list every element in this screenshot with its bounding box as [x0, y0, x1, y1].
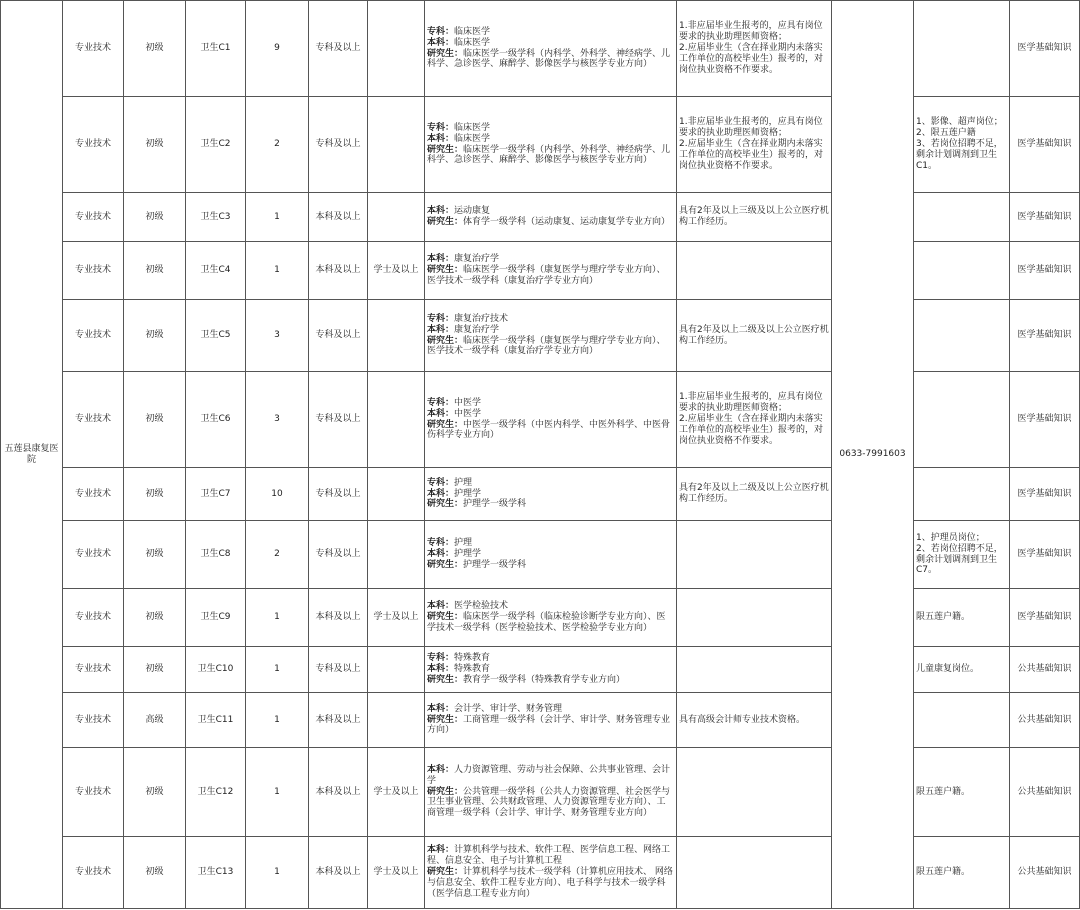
- requirement-cell: [677, 748, 832, 837]
- major-cell: [425, 837, 677, 909]
- major-text: 康复治疗学: [454, 254, 500, 265]
- code-cell: 卫生C5: [186, 300, 246, 372]
- major-line: [427, 27, 674, 38]
- major-level-label: 专科：: [427, 313, 455, 324]
- major-level-label: 研究生：: [427, 674, 464, 685]
- table-row: [1, 300, 1080, 372]
- education-cell: 专科及以上: [309, 1, 368, 97]
- major-line: [427, 489, 674, 500]
- major-level-label: 专科：: [427, 26, 455, 37]
- major-level-label: 研究生：: [427, 867, 464, 878]
- major-line: [427, 325, 674, 336]
- table-row: [1, 1, 1080, 97]
- remark-cell: 限五莲户籍。: [914, 837, 1010, 909]
- major-level-label: 本科：: [427, 601, 455, 612]
- major-text: 公共管理一级学科（公共人力资源管理、社会医学与卫生事业管理、公共财政管理、人力资源管理专业方向）、工商管理一级学科（会计学、审计学、财务管理专业方向）: [427, 786, 671, 819]
- education-cell: 本科及以上: [309, 589, 368, 647]
- education-cell: 本科及以上: [309, 693, 368, 748]
- remark-cell: [914, 372, 1010, 468]
- major-line: [427, 38, 674, 49]
- major-level-label: 专科：: [427, 538, 455, 549]
- unit-cell: 五莲县康复医院: [1, 1, 63, 909]
- major-line: [427, 560, 674, 571]
- degree-cell: [368, 372, 425, 468]
- count-cell: 9: [246, 1, 309, 97]
- major-cell: [425, 242, 677, 300]
- subject-cell: 医学基础知识: [1010, 97, 1080, 193]
- major-level-label: 本科：: [427, 764, 455, 775]
- remark-cell: 限五莲户籍。: [914, 748, 1010, 837]
- major-cell: [425, 521, 677, 589]
- major-line: [427, 612, 674, 634]
- count-cell: 10: [246, 468, 309, 521]
- major-text: 临床医学: [454, 37, 491, 48]
- degree-cell: [368, 1, 425, 97]
- major-text: 中医学: [454, 408, 482, 419]
- category-cell: 专业技术: [63, 468, 124, 521]
- major-text: 教育学一级学科（特殊教育学专业方向）: [463, 674, 626, 685]
- count-cell: 1: [246, 242, 309, 300]
- degree-cell: 学士及以上: [368, 748, 425, 837]
- degree-cell: [368, 468, 425, 521]
- code-cell: 卫生C1: [186, 1, 246, 97]
- remark-cell: [914, 193, 1010, 242]
- major-level-label: 专科：: [427, 397, 455, 408]
- level-cell: 初级: [124, 97, 186, 193]
- code-cell: 卫生C12: [186, 748, 246, 837]
- subject-cell: 医学基础知识: [1010, 300, 1080, 372]
- remark-cell: [914, 693, 1010, 748]
- level-cell: 初级: [124, 242, 186, 300]
- major-level-label: 本科：: [427, 549, 455, 560]
- education-cell: 本科及以上: [309, 837, 368, 909]
- code-cell: 卫生C9: [186, 589, 246, 647]
- education-cell: 专科及以上: [309, 468, 368, 521]
- major-line: [427, 134, 674, 145]
- major-line: [427, 49, 674, 71]
- count-cell: 1: [246, 748, 309, 837]
- count-cell: 1: [246, 647, 309, 693]
- major-line: [427, 265, 674, 287]
- major-cell: [425, 693, 677, 748]
- code-cell: 卫生C6: [186, 372, 246, 468]
- major-line: [427, 601, 674, 612]
- category-cell: 专业技术: [63, 748, 124, 837]
- level-cell: 初级: [124, 837, 186, 909]
- education-cell: 本科及以上: [309, 748, 368, 837]
- degree-cell: 学士及以上: [368, 837, 425, 909]
- major-level-label: 专科：: [427, 477, 455, 488]
- category-cell: 专业技术: [63, 837, 124, 909]
- level-cell: 初级: [124, 647, 186, 693]
- requirement-cell: 具有2年及以上二级及以上公立医疗机构工作经历。: [677, 300, 832, 372]
- major-text: 运动康复: [454, 206, 491, 217]
- degree-cell: [368, 193, 425, 242]
- education-cell: 本科及以上: [309, 193, 368, 242]
- major-level-label: 专科：: [427, 653, 455, 664]
- subject-cell: 公共基础知识: [1010, 693, 1080, 748]
- major-text: 临床医学: [454, 26, 491, 37]
- degree-cell: [368, 97, 425, 193]
- level-cell: 初级: [124, 300, 186, 372]
- major-level-label: 研究生：: [427, 612, 464, 623]
- code-cell: 卫生C11: [186, 693, 246, 748]
- degree-cell: [368, 693, 425, 748]
- remark-cell: 限五莲户籍。: [914, 589, 1010, 647]
- major-level-label: 研究生：: [427, 335, 464, 346]
- level-cell: 初级: [124, 589, 186, 647]
- major-line: [427, 254, 674, 265]
- requirement-cell: 1.非应届毕业生报考的，应具有岗位要求的执业助理医师资格； 2.应届毕业生（含在择业期内未落实工作单位的高校毕业生）报考的，对岗位执业资格不作要求。: [677, 1, 832, 97]
- major-cell: [425, 372, 677, 468]
- major-line: [427, 314, 674, 325]
- remark-cell: 1、护理员岗位； 2、若岗位招聘不足，剩余计划调剂到卫生C7。: [914, 521, 1010, 589]
- major-text: 临床医学一级学科（内科学、外科学、神经病学、儿科学、急诊医学、麻醉学、影像医学与核医学专业方向）: [427, 144, 671, 166]
- category-cell: 专业技术: [63, 242, 124, 300]
- count-cell: 1: [246, 589, 309, 647]
- major-line: [427, 715, 674, 737]
- code-cell: 卫生C10: [186, 647, 246, 693]
- remark-cell: [914, 468, 1010, 521]
- major-level-label: 本科：: [427, 845, 455, 856]
- major-text: 特殊教育: [454, 653, 491, 664]
- table-row: [1, 647, 1080, 693]
- major-cell: [425, 647, 677, 693]
- major-text: 特殊教育: [454, 664, 491, 675]
- major-text: 护理学一级学科: [463, 559, 527, 570]
- count-cell: 1: [246, 693, 309, 748]
- major-text: 医学检验技术: [454, 601, 509, 612]
- major-text: 工商管理一级学科（会计学、审计学、财务管理专业方向）: [427, 714, 671, 736]
- category-cell: 专业技术: [63, 693, 124, 748]
- major-line: [427, 549, 674, 560]
- major-level-label: 本科：: [427, 664, 455, 675]
- table-row: [1, 242, 1080, 300]
- major-text: 会计学、审计学、财务管理: [454, 703, 563, 714]
- table-row: [1, 521, 1080, 589]
- level-cell: 高级: [124, 693, 186, 748]
- level-cell: 初级: [124, 193, 186, 242]
- count-cell: 2: [246, 521, 309, 589]
- major-text: 护理: [454, 477, 473, 488]
- major-text: 临床医学一级学科（康复医学与理疗学专业方向）、医学技术一级学科（康复治疗学专业方向）: [427, 265, 666, 286]
- education-cell: 专科及以上: [309, 521, 368, 589]
- category-cell: 专业技术: [63, 97, 124, 193]
- subject-cell: 医学基础知识: [1010, 589, 1080, 647]
- major-text: 中医学一级学科（中医内科学、中医外科学、中医骨伤科学专业方向）: [427, 419, 671, 441]
- major-line: [427, 867, 674, 900]
- major-line: [427, 538, 674, 549]
- category-cell: 专业技术: [63, 647, 124, 693]
- remark-cell: [914, 300, 1010, 372]
- count-cell: 1: [246, 193, 309, 242]
- category-cell: 专业技术: [63, 372, 124, 468]
- major-line: [427, 206, 674, 217]
- major-cell: [425, 468, 677, 521]
- major-text: 计算机科学与技术、软件工程、医学信息工程、网络工程、信息安全、电子与计算机工程: [427, 845, 671, 867]
- major-level-label: 本科：: [427, 133, 455, 144]
- major-level-label: 研究生：: [427, 48, 464, 59]
- major-text: 护理学: [454, 488, 482, 499]
- major-text: 临床医学一级学科（康复医学与理疗学专业方向）、医学技术一级学科（康复治疗学专业方向）: [427, 335, 666, 357]
- major-line: [427, 675, 674, 686]
- major-cell: [425, 589, 677, 647]
- subject-cell: 医学基础知识: [1010, 1, 1080, 97]
- requirement-cell: 具有高级会计师专业技术资格。: [677, 693, 832, 748]
- count-cell: 3: [246, 300, 309, 372]
- major-line: [427, 420, 674, 442]
- subject-cell: 医学基础知识: [1010, 242, 1080, 300]
- major-text: 护理: [454, 538, 473, 549]
- major-line: [427, 336, 674, 358]
- education-cell: 专科及以上: [309, 372, 368, 468]
- degree-cell: [368, 647, 425, 693]
- level-cell: 初级: [124, 372, 186, 468]
- subject-cell: 医学基础知识: [1010, 193, 1080, 242]
- major-line: [427, 765, 674, 787]
- major-cell: [425, 1, 677, 97]
- remark-cell: [914, 242, 1010, 300]
- category-cell: 专业技术: [63, 1, 124, 97]
- education-cell: 专科及以上: [309, 97, 368, 193]
- major-text: 计算机科学与技术一级学科（计算机应用技术、 网络与信息安全、软件工程专业方向）、电子科学与技术一级学科（医学信息工程专业方向）: [427, 867, 673, 899]
- degree-cell: [368, 300, 425, 372]
- major-text: 护理学一级学科: [463, 499, 527, 510]
- requirement-cell: [677, 589, 832, 647]
- table-row: [1, 372, 1080, 468]
- requirement-cell: [677, 242, 832, 300]
- major-line: [427, 217, 674, 228]
- major-level-label: 专科：: [427, 122, 455, 133]
- table-row: [1, 693, 1080, 748]
- major-level-label: 本科：: [427, 254, 455, 265]
- level-cell: 初级: [124, 748, 186, 837]
- phone-cell: 0633-7991603: [832, 1, 914, 909]
- requirement-cell: [677, 521, 832, 589]
- major-line: [427, 478, 674, 489]
- major-level-label: 研究生：: [427, 144, 464, 155]
- major-level-label: 本科：: [427, 408, 455, 419]
- education-cell: 本科及以上: [309, 242, 368, 300]
- subject-cell: 医学基础知识: [1010, 372, 1080, 468]
- requirement-cell: [677, 647, 832, 693]
- table-row: [1, 748, 1080, 837]
- major-text: 护理学: [454, 549, 482, 560]
- subject-cell: 公共基础知识: [1010, 647, 1080, 693]
- code-cell: 卫生C4: [186, 242, 246, 300]
- code-cell: 卫生C2: [186, 97, 246, 193]
- major-level-label: 研究生：: [427, 714, 464, 725]
- code-cell: 卫生C13: [186, 837, 246, 909]
- category-cell: 专业技术: [63, 521, 124, 589]
- requirement-cell: 具有2年及以上三级及以上公立医疗机构工作经历。: [677, 193, 832, 242]
- major-level-label: 本科：: [427, 37, 455, 48]
- major-level-label: 本科：: [427, 488, 455, 499]
- count-cell: 2: [246, 97, 309, 193]
- remark-cell: 儿童康复岗位。: [914, 647, 1010, 693]
- code-cell: 卫生C8: [186, 521, 246, 589]
- degree-cell: 学士及以上: [368, 589, 425, 647]
- code-cell: 卫生C3: [186, 193, 246, 242]
- degree-cell: 学士及以上: [368, 242, 425, 300]
- major-text: 临床医学一级学科（临床检验诊断学专业方向）、医学技术一级学科（医学检验技术、医学检验学专业方向）: [427, 612, 666, 633]
- requirement-cell: [677, 837, 832, 909]
- level-cell: 初级: [124, 521, 186, 589]
- table-row: [1, 837, 1080, 909]
- major-level-label: 研究生：: [427, 265, 464, 276]
- table-row: [1, 193, 1080, 242]
- major-line: [427, 704, 674, 715]
- major-text: 中医学: [454, 397, 482, 408]
- count-cell: 1: [246, 837, 309, 909]
- major-line: [427, 398, 674, 409]
- major-line: [427, 499, 674, 510]
- category-cell: 专业技术: [63, 193, 124, 242]
- education-cell: 专科及以上: [309, 300, 368, 372]
- subject-cell: 公共基础知识: [1010, 837, 1080, 909]
- education-cell: 专科及以上: [309, 647, 368, 693]
- major-line: [427, 664, 674, 675]
- major-level-label: 研究生：: [427, 419, 464, 430]
- major-level-label: 研究生：: [427, 559, 464, 570]
- major-text: 康复治疗学: [454, 324, 500, 335]
- code-cell: 卫生C7: [186, 468, 246, 521]
- level-cell: 初级: [124, 468, 186, 521]
- table-row: [1, 468, 1080, 521]
- category-cell: 专业技术: [63, 589, 124, 647]
- major-text: 临床医学: [454, 122, 491, 133]
- major-level-label: 本科：: [427, 324, 455, 335]
- requirement-cell: 具有2年及以上二级及以上公立医疗机构工作经历。: [677, 468, 832, 521]
- major-cell: [425, 300, 677, 372]
- table-row: [1, 589, 1080, 647]
- major-cell: [425, 97, 677, 193]
- major-text: 人力资源管理、劳动与社会保障、公共事业管理、会计学: [427, 764, 671, 786]
- major-level-label: 本科：: [427, 206, 455, 217]
- degree-cell: [368, 521, 425, 589]
- major-line: [427, 787, 674, 820]
- major-text: 体育学一级学科（运动康复、运动康复学专业方向）: [463, 217, 671, 227]
- major-line: [427, 845, 674, 867]
- major-level-label: 本科：: [427, 703, 455, 714]
- major-text: 临床医学一级学科（内科学、外科学、神经病学、儿科学、急诊医学、麻醉学、影像医学与核医学专业方向）: [427, 48, 671, 70]
- major-line: [427, 653, 674, 664]
- major-line: [427, 123, 674, 134]
- major-text: 康复治疗技术: [454, 313, 509, 324]
- requirement-cell: 1.非应届毕业生报考的，应具有岗位要求的执业助理医师资格； 2.应届毕业生（含在择业期内未落实工作单位的高校毕业生）报考的，对岗位执业资格不作要求。: [677, 372, 832, 468]
- subject-cell: 公共基础知识: [1010, 748, 1080, 837]
- major-level-label: 研究生：: [427, 786, 464, 797]
- count-cell: 3: [246, 372, 309, 468]
- major-text: 临床医学: [454, 133, 491, 144]
- major-cell: [425, 748, 677, 837]
- major-level-label: 研究生：: [427, 217, 464, 227]
- table-row: [1, 97, 1080, 193]
- major-level-label: 研究生：: [427, 499, 464, 510]
- remark-cell: [914, 1, 1010, 97]
- requirement-cell: 1.非应届毕业生报考的，应具有岗位要求的执业助理医师资格； 2.应届毕业生（含在择业期内未落实工作单位的高校毕业生）报考的，对岗位执业资格不作要求。: [677, 97, 832, 193]
- major-line: [427, 145, 674, 167]
- major-cell: [425, 193, 677, 242]
- major-line: [427, 409, 674, 420]
- subject-cell: 医学基础知识: [1010, 468, 1080, 521]
- level-cell: 初级: [124, 1, 186, 97]
- category-cell: 专业技术: [63, 300, 124, 372]
- remark-cell: 1、影像、超声岗位； 2、限五莲户籍 3、若岗位招聘不足，剩余计划调剂到卫生C1。: [914, 97, 1010, 193]
- subject-cell: 医学基础知识: [1010, 521, 1080, 589]
